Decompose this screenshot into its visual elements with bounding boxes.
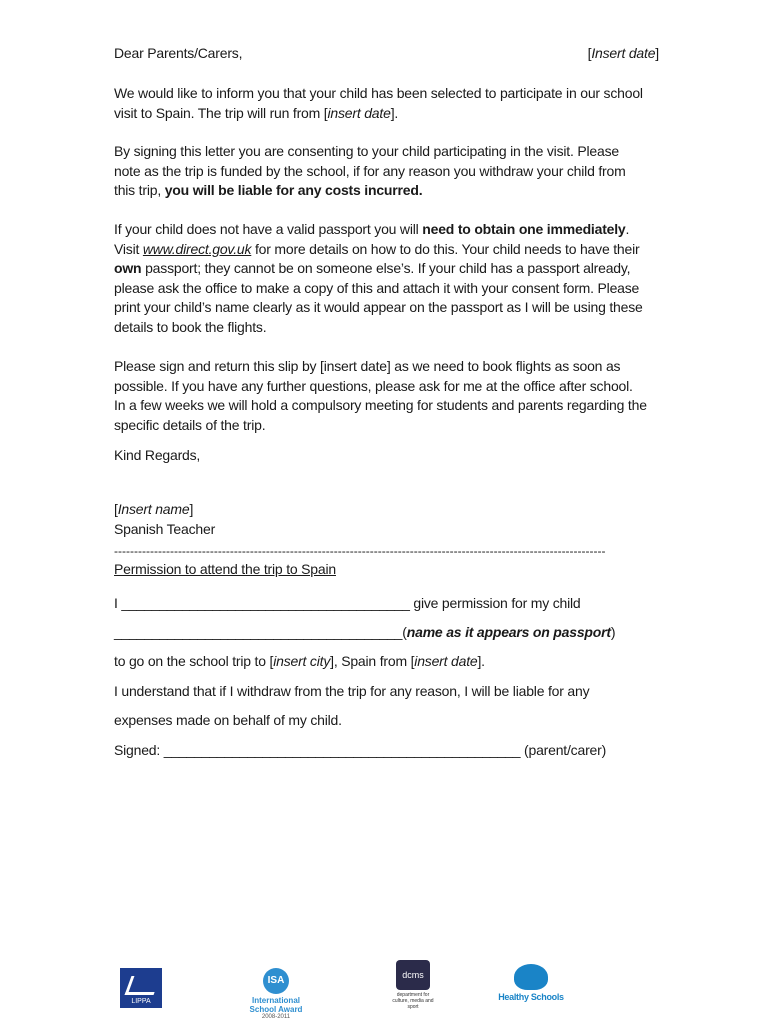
direct-gov-link[interactable]: www.direct.gov.uk bbox=[142, 240, 252, 257]
dcms-logo: dcms department for culture, media and sport bbox=[390, 960, 436, 1012]
cut-line-separator: --------------------------------------------------------------------------------------------------------------------------- bbox=[114, 544, 606, 558]
child-name-field[interactable]: ______________________________________ bbox=[114, 624, 403, 640]
parent-name-field[interactable]: ______________________________________ bbox=[121, 595, 410, 611]
signature-block: [Insert name] Spanish Teacher bbox=[114, 501, 216, 537]
slip-line-liability: I understand that if I withdraw from the trip for any reason, I will be liable for any bbox=[114, 683, 590, 699]
paragraph-consent: By signing this letter you are consenting to your child participating in the visit. Please note as the trip is funded by the school, if for any reason you withdraw your child from this trip, you will be liable for any costs incurred. bbox=[114, 143, 626, 198]
closing: Kind Regards, bbox=[114, 447, 201, 463]
international-school-award-logo: ISA International School Award 2008-2011 bbox=[248, 968, 304, 1024]
signature-field[interactable]: _______________________________________________ bbox=[163, 742, 521, 758]
salutation: Dear Parents/Carers, bbox=[114, 45, 243, 61]
slip-line-parent-name: I ______________________________________ give permission for my child bbox=[114, 595, 581, 611]
letter-header bbox=[114, 44, 659, 64]
footer-logos bbox=[0, 960, 770, 1020]
slip-heading: Permission to attend the trip to Spain bbox=[114, 561, 336, 577]
slip-line-child-name: ______________________________________(name as it appears on passport) bbox=[114, 624, 616, 640]
lippa-logo: LIPPA bbox=[120, 968, 162, 1008]
slip-signed-line: Signed: _______________________________________________ (parent/carer) bbox=[114, 742, 607, 758]
date-placeholder: [Insert date] bbox=[587, 45, 659, 61]
slip-line-expenses: expenses made on behalf of my child. bbox=[114, 712, 342, 728]
paragraph-return-slip: Please sign and return this slip by [insert date] as we need to book flights as soon as possible. If you have any further questions, please ask for me at the office after school. In a few weeks we will hold a compulsory meeting for students and parents regarding the specific details of the trip. bbox=[114, 358, 647, 433]
slip-line-trip: to go on the school trip to [insert city], Spain from [insert date]. bbox=[114, 653, 485, 669]
paragraph-passport: If your child does not have a valid passport you will need to obtain one immediately. Visit www.direct.gov.uk for more details on how to do this. Your child needs to have their own passport; they cannot be on someone else’s. If your child has a passport already, please ask the office to make a copy of this and attach it with your consent form. Please print your child’s name clearly as it would appear on the passport as I will be using these details to book the flights. bbox=[114, 221, 643, 335]
paragraph-selection: We would like to inform you that your child has been selected to participate in our school visit to Spain. The trip will run from [insert date]. bbox=[114, 85, 643, 121]
healthy-schools-logo: Healthy Schools bbox=[494, 964, 568, 1008]
